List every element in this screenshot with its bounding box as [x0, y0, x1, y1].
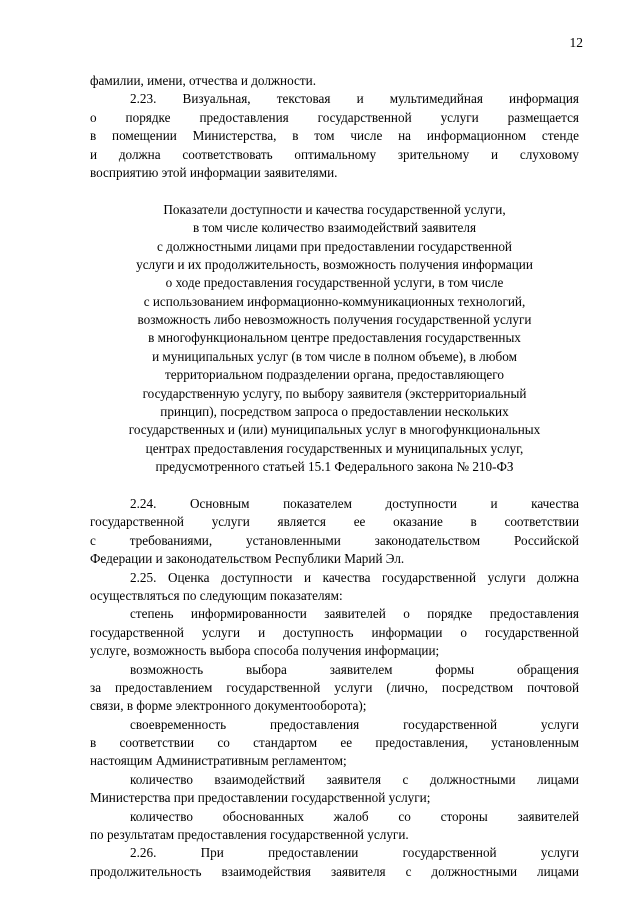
text-line: фамилии, имени, отчества и должности.	[90, 73, 316, 88]
section-heading-line: услуги и их продолжительность, возможность получения информации	[136, 256, 533, 272]
section-heading-line: и муниципальных услуг (в том числе в полном объеме), в любом	[152, 348, 517, 364]
section-heading-line: с должностными лицами при предоставлении государственной	[157, 238, 512, 254]
text-line: государственной услуги является ее оказание в соответствии	[90, 514, 579, 530]
text-line: 2.23. Визуальная, текстовая и мультимедийная информация	[130, 91, 579, 107]
text-line: продолжительность взаимодействия заявителя с должностными лицами	[90, 863, 579, 879]
text-line: степень информированности заявителей о порядке предоставления	[130, 606, 579, 622]
text-line: и должна соответствовать оптимальному зрительному и слуховому	[90, 146, 579, 162]
blank-line	[90, 477, 579, 495]
section-heading-line: предусмотренного статьей 15.1 Федерального закона № 210-ФЗ	[155, 459, 514, 475]
text-line: государственной услуги и доступность информации о государственной	[90, 624, 579, 640]
section-heading-line: государственную услугу, по выбору заявителя (экстерриториальный	[142, 385, 527, 401]
text-line: с требованиями, установленными законодательством Российской	[90, 532, 579, 548]
text-line: количество обоснованных жалоб со стороны заявителей	[130, 808, 579, 824]
text-line: за предоставлением государственной услуги (лично, посредством почтовой	[90, 679, 579, 695]
section-heading-line: с использованием информационно-коммуникационных технологий,	[143, 293, 526, 309]
text-line: осуществляться по следующим показателям:	[90, 587, 343, 603]
section-heading-line: Показатели доступности и качества государственной услуги,	[163, 201, 506, 217]
section-heading-line: в том числе количество взаимодействий заявителя	[192, 220, 477, 236]
text-line: по результатам предоставления государственной услуги.	[90, 827, 409, 843]
text-line: своевременность предоставления государственной услуги	[130, 716, 579, 732]
text-line: настоящим Административным регламентом;	[90, 753, 347, 769]
section-heading-line: государственных и (или) муниципальных услуг в многофункциональных	[128, 422, 541, 438]
text-line: о порядке предоставления государственной услуги размещается	[90, 109, 579, 125]
section-heading-line: о ходе предоставления государственной услуги, в том числе	[165, 275, 504, 291]
text-line: услуге, возможность выбора способа получения информации;	[90, 643, 440, 659]
section-heading-line: принцип), посредством запроса о предоставлении нескольких	[160, 404, 509, 420]
section-heading-line: центрах предоставления государственных и муниципальных услуг,	[145, 440, 524, 456]
text-line: количество взаимодействий заявителя с должностными лицами	[130, 771, 579, 787]
section-heading-line: в многофункциональном центре предоставления государственных	[148, 330, 521, 346]
text-line: возможность выбора заявителем формы обращения	[130, 661, 579, 677]
page-number: 12	[569, 35, 583, 50]
section-heading-line: возможность либо невозможность получения государственной услуги	[137, 312, 532, 328]
text-line: Федерации и законодательством Республики Марий Эл.	[90, 551, 405, 567]
text-line: 2.24. Основным показателем доступности и качества	[130, 495, 579, 511]
document-body	[90, 72, 579, 881]
section-heading-line: территориальном подразделении органа, предоставляющего	[165, 367, 504, 383]
text-line: Министерства при предоставлении государственной услуги;	[90, 790, 431, 806]
text-line: восприятию этой информации заявителями.	[90, 164, 338, 180]
text-line: 2.26. При предоставлении государственной услуги	[130, 845, 579, 861]
text-line: 2.25. Оценка доступности и качества государственной услуги должна	[130, 569, 579, 585]
blank-line	[90, 182, 579, 200]
text-line: в помещении Министерства, в том числе на информационном стенде	[90, 128, 579, 144]
text-line: в соответствии со стандартом ее предоставления, установленным	[90, 735, 579, 751]
text-line: связи, в форме электронного документооборота);	[90, 698, 367, 714]
